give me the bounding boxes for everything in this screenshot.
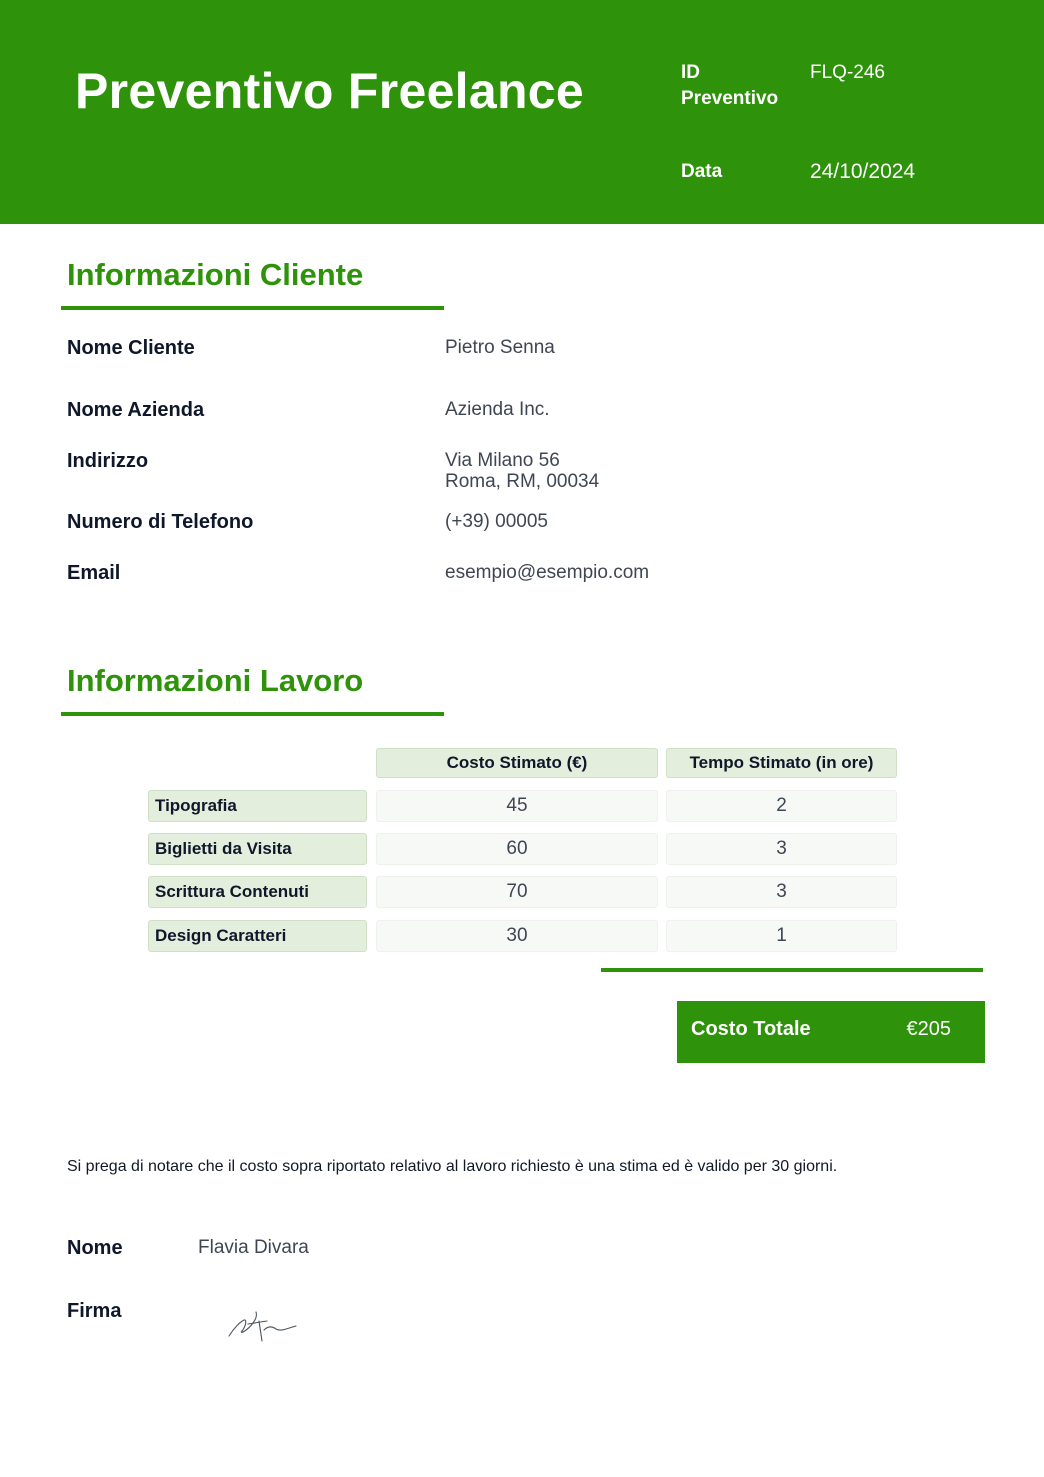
quote-id-label: ID Preventivo — [681, 62, 779, 109]
cell-hours-business-cards: 3 — [666, 833, 897, 865]
page-title: Preventivo Freelance — [75, 63, 585, 119]
total-cost-value: €205 — [906, 1018, 951, 1040]
row-label-font-design: Design Caratteri — [148, 920, 367, 952]
cell-cost-business-cards: 60 — [376, 833, 658, 865]
column-header-time: Tempo Stimato (in ore) — [666, 748, 897, 778]
company-name-label: Nome Azienda — [67, 399, 205, 421]
client-name-value: Pietro Senna — [445, 337, 555, 358]
signature-label: Firma — [67, 1300, 122, 1322]
address-line-1: Via Milano 56 — [445, 450, 560, 471]
signature-image — [226, 1306, 300, 1346]
cell-hours-typography: 2 — [666, 790, 897, 822]
signer-name-value: Flavia Divara — [198, 1237, 309, 1258]
validity-note: Si prega di notare che il costo sopra riportato relativo al lavoro richiesto è una stima ed è valido per 30 giorni. — [67, 1158, 838, 1175]
phone-value: (+39) 00005 — [445, 511, 548, 532]
cell-cost-typography: 45 — [376, 790, 658, 822]
work-section-divider — [61, 712, 444, 716]
header-banner — [0, 0, 1044, 224]
company-name-value: Azienda Inc. — [445, 399, 550, 420]
column-header-cost: Costo Stimato (€) — [376, 748, 658, 778]
client-section-title: Informazioni Cliente — [67, 257, 364, 292]
cell-cost-font-design: 30 — [376, 920, 658, 952]
total-divider — [601, 968, 983, 972]
date-label: Data — [681, 161, 723, 182]
address-line-2: Roma, RM, 00034 — [445, 471, 600, 492]
phone-label: Numero di Telefono — [67, 511, 254, 533]
row-label-content-writing: Scrittura Contenuti — [148, 876, 367, 908]
row-label-business-cards: Biglietti da Visita — [148, 833, 367, 865]
cell-hours-content-writing: 3 — [666, 876, 897, 908]
row-label-typography: Tipografia — [148, 790, 367, 822]
total-cost-label: Costo Totale — [691, 1018, 811, 1040]
cell-cost-content-writing: 70 — [376, 876, 658, 908]
cell-hours-font-design: 1 — [666, 920, 897, 952]
address-label: Indirizzo — [67, 450, 149, 472]
client-name-label: Nome Cliente — [67, 337, 195, 359]
client-section-divider — [61, 306, 444, 310]
email-value: esempio@esempio.com — [445, 562, 650, 583]
signer-name-label: Nome — [67, 1237, 123, 1259]
quote-id-value: FLQ-246 — [810, 62, 885, 83]
total-cost-box — [677, 1001, 985, 1063]
date-value: 24/10/2024 — [810, 160, 916, 183]
email-label: Email — [67, 562, 121, 584]
work-section-title: Informazioni Lavoro — [67, 663, 364, 698]
